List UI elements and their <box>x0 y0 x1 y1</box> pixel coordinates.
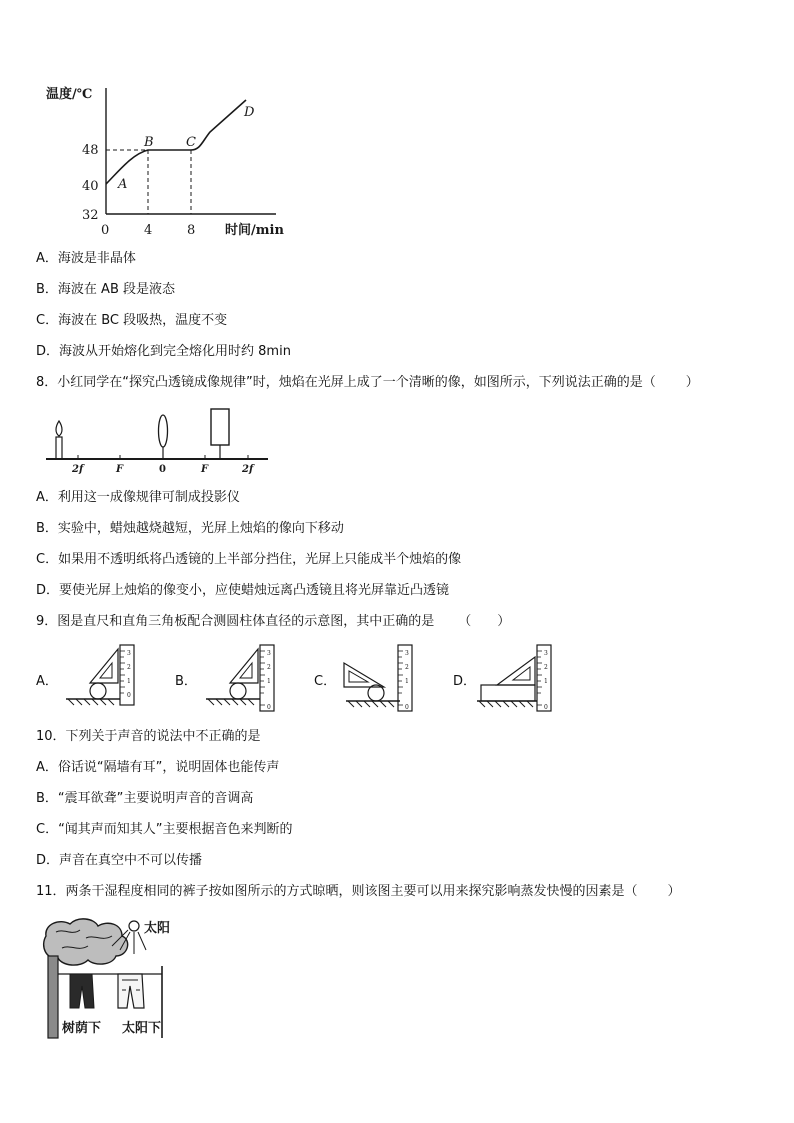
cylinder-side-view <box>481 685 535 701</box>
light-screen <box>211 409 229 445</box>
q10-option-c: C．“闻其声而知其人”主要根据音色来判断的 <box>36 822 293 837</box>
candle-flame-icon <box>56 421 62 436</box>
q8-stem-text: 8．小红同学在“探究凸透镜成像规律”时，烛焰在光屏上成了一个清晰的像，如图所示，下列说法正确的是（ <box>36 375 656 390</box>
svg-text:0: 0 <box>267 704 271 711</box>
x-tick-label: 0 <box>101 223 110 238</box>
series-line-melting-curve <box>106 100 246 184</box>
q9-option-c-letter: C． <box>314 674 337 689</box>
pants-in-sun <box>118 974 144 1008</box>
q9-figure-d <box>475 643 555 713</box>
q9-option-b-letter: B． <box>175 674 197 689</box>
svg-text:1: 1 <box>405 678 409 685</box>
q7-option-d: D．海波从开始熔化到完全熔化用时约 8min <box>36 344 291 359</box>
y-tick-label: 48 <box>82 143 99 158</box>
svg-text:1: 1 <box>267 678 271 685</box>
q9-paren: （ ） <box>458 614 511 629</box>
cylinder-cross-section <box>230 683 246 699</box>
point-label-D: D <box>244 105 255 120</box>
tree-trunk <box>48 956 58 1038</box>
bench-label: F <box>201 464 209 475</box>
point-label-A: A <box>118 177 128 192</box>
triangle-square <box>497 657 535 685</box>
pants-in-shade <box>70 974 94 1008</box>
y-axis-label: 温度/℃ <box>46 87 93 102</box>
point-label-C: C <box>186 135 196 150</box>
q9-figure-b <box>204 643 280 713</box>
cylinder-cross-section <box>90 683 106 699</box>
svg-text:0: 0 <box>127 692 131 699</box>
svg-text:3: 3 <box>267 650 271 657</box>
q9-option-d-letter: D． <box>453 674 477 689</box>
x-tick-label: 4 <box>144 223 153 238</box>
svg-text:2: 2 <box>267 664 271 671</box>
bench-label: 2f <box>242 464 254 475</box>
q10-option-a: A．俗话说“隔墙有耳”，说明固体也能传声 <box>36 760 280 775</box>
q8-option-a: A．利用这一成像规律可制成投影仪 <box>36 490 240 505</box>
y-tick-label: 40 <box>82 179 99 194</box>
q7-option-c: C．海波在 BC 段吸热，温度不变 <box>36 313 228 328</box>
q8-option-c: C．如果用不透明纸将凸透镜的上半部分挡住，光屏上只能成半个烛焰的像 <box>36 552 462 567</box>
q11-stem <box>36 883 681 901</box>
drying-pants-figure <box>42 916 182 1040</box>
svg-text:0: 0 <box>405 704 409 711</box>
x-tick-label: 8 <box>187 223 196 238</box>
svg-text:3: 3 <box>544 650 548 657</box>
q9-option-a-letter: A． <box>36 674 58 689</box>
svg-text:0: 0 <box>544 704 548 711</box>
q10-option-d: D．声音在真空中不可以传播 <box>36 853 203 868</box>
bench-label: F <box>116 464 124 475</box>
q8-stem <box>36 374 699 392</box>
q9-stem-text: 9．图是直尺和直角三角板配合测圆柱体直径的示意图，其中正确的是 <box>36 614 435 629</box>
q8-option-d: D．要使光屏上烛焰的像变小，应使蜡烛远离凸透镜且将光屏靠近凸透镜 <box>36 583 450 598</box>
sun-icon <box>129 921 139 931</box>
svg-text:1: 1 <box>544 678 548 685</box>
lens-experiment-figure <box>42 403 272 475</box>
q10-option-b: B．“震耳欲聋”主要说明声音的音调高 <box>36 791 254 806</box>
q11-paren-close: ） <box>667 884 681 899</box>
label-sun: 太阳 <box>144 921 171 936</box>
temperature-time-chart <box>40 80 310 245</box>
y-tick-label: 32 <box>82 208 99 223</box>
q7-option-b: B．海波在 AB 段是液态 <box>36 282 175 297</box>
q11-stem-text: 11．两条干湿程度相同的裤子按如图所示的方式晾晒，则该图主要可以用来探究影响蒸发快慢的因素是（ <box>36 884 638 899</box>
triangle-square <box>344 663 384 687</box>
q9-figure-c <box>340 643 416 713</box>
q7-option-a: A．海波是非晶体 <box>36 251 136 266</box>
svg-text:2: 2 <box>544 664 548 671</box>
q8-paren-close: ） <box>685 375 699 390</box>
svg-text:3: 3 <box>127 650 131 657</box>
label-sunlight: 太阳下 <box>122 1021 162 1036</box>
q8-option-b: B．实验中，蜡烛越烧越短，光屏上烛焰的像向下移动 <box>36 521 344 536</box>
x-axis-label: 时间/min <box>225 223 284 238</box>
candle <box>56 437 62 459</box>
q10-stem: 10．下列关于声音的说法中不正确的是 <box>36 729 261 744</box>
convex-lens <box>159 415 168 447</box>
q9-figure-a <box>64 643 140 713</box>
q9-stem <box>36 613 510 631</box>
label-shade: 树荫下 <box>62 1021 102 1036</box>
svg-text:2: 2 <box>127 664 131 671</box>
bench-label: 0 <box>159 464 166 475</box>
point-label-B: B <box>144 135 154 150</box>
bench-label: 2f <box>72 464 84 475</box>
svg-text:2: 2 <box>405 664 409 671</box>
svg-text:1: 1 <box>127 678 131 685</box>
svg-text:3: 3 <box>405 650 409 657</box>
